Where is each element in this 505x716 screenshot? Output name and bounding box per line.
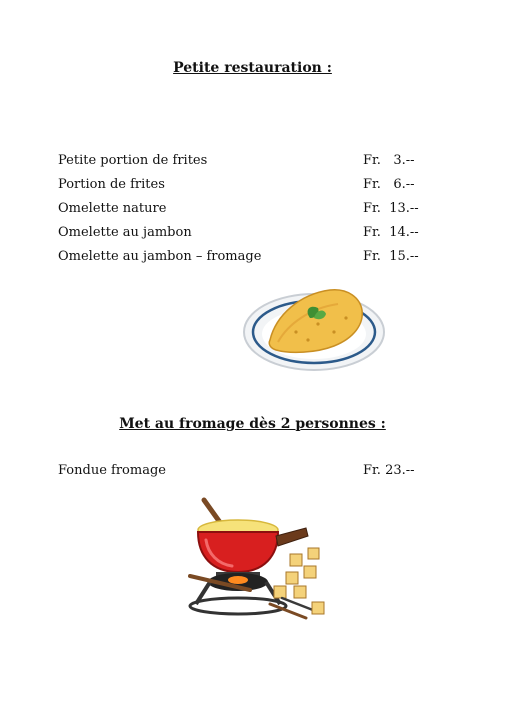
section-title-petite-restauration: Petite restauration : xyxy=(173,60,332,76)
menu-item-name: Omelette au jambon – fromage xyxy=(58,249,262,264)
menu-item-price: Fr. 23.-- xyxy=(363,463,415,478)
menu-item-price: Fr. 3.-- xyxy=(363,153,415,168)
menu-item-name: Omelette au jambon xyxy=(58,225,192,240)
menu-item-price: Fr. 13.-- xyxy=(363,201,419,216)
menu-item-name: Fondue fromage xyxy=(58,463,166,478)
menu-item-row xyxy=(58,201,438,219)
menu-item-row xyxy=(58,463,438,481)
section-title-met-au-fromage: Met au fromage dès 2 personnes : xyxy=(119,416,386,432)
menu-item-price: Fr. 15.-- xyxy=(363,249,419,264)
menu-item-row xyxy=(58,249,438,267)
menu-item-name: Petite portion de frites xyxy=(58,153,208,168)
menu-item-price: Fr. 6.-- xyxy=(363,177,415,192)
menu-item-row xyxy=(58,225,438,243)
menu-item-name: Portion de frites xyxy=(58,177,165,192)
omelette-plate-image xyxy=(238,280,393,380)
menu-item-price: Fr. 14.-- xyxy=(363,225,419,240)
menu-item-row xyxy=(58,177,438,195)
menu-item-row xyxy=(58,153,438,171)
menu-item-name: Omelette nature xyxy=(58,201,167,216)
fondue-pot-image xyxy=(186,494,334,626)
